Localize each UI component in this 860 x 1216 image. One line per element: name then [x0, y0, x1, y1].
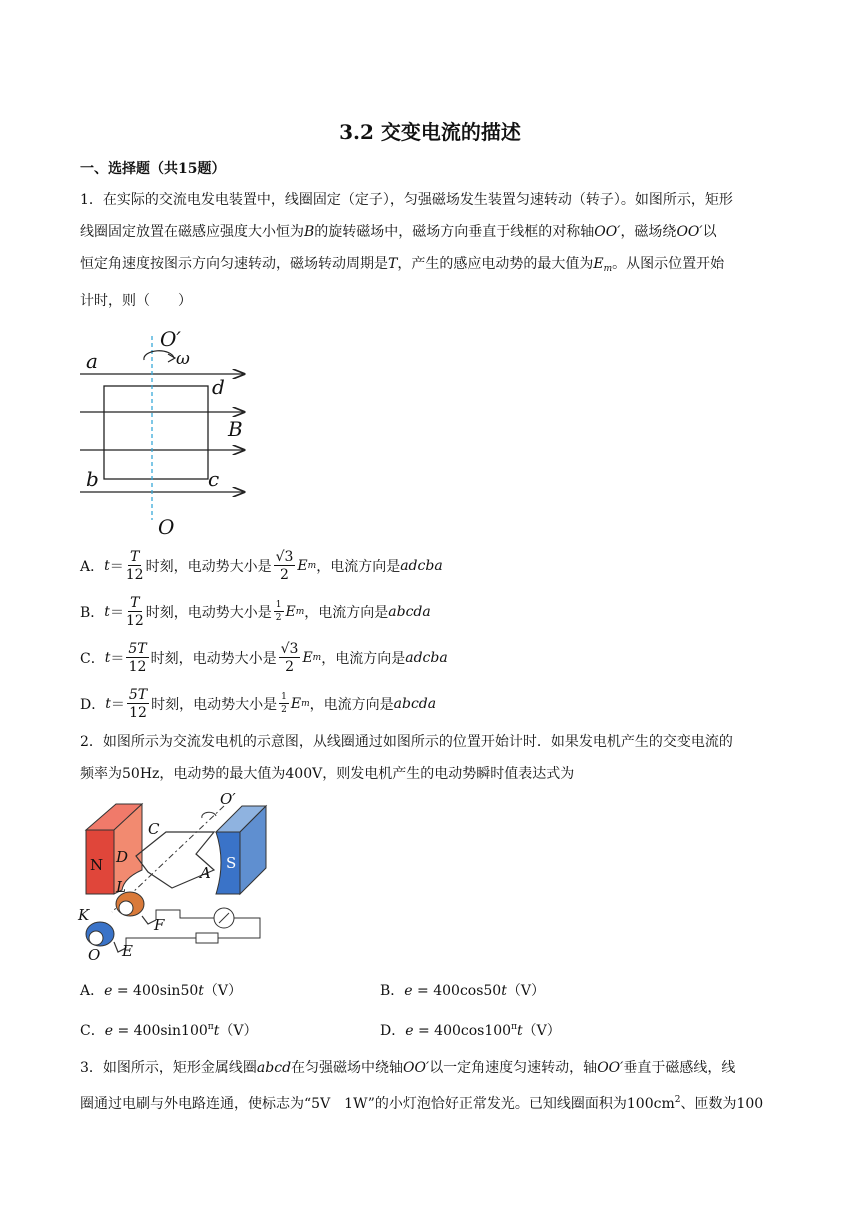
q1-option-a[interactable]: A． t ＝ $\frac{T}{12}$ 时刻，电动势大小是 $\frac{√3}{2}$ E m ，电流方向是 adcba	[80, 549, 443, 583]
label-b-field: B	[228, 417, 243, 441]
q2-line-1: 2．如图所示为交流发电机的示意图，从线圈通过如图所示的位置开始计时．如果发电机产生的交变电流的	[80, 734, 733, 750]
label-f: F	[154, 916, 165, 934]
label-s: S	[226, 854, 237, 872]
q3-line-2: 圈通过电刷与外电路连通，使标志为“5V 1W”的小灯泡恰好正常发光。已知线圈面积为$100cm^2$、匝数为100	[80, 1095, 764, 1112]
q1-option-b[interactable]: B． t ＝ $\frac{T}{12}$ 时刻，电动势大小是 $\frac{1}{2}$ E m ，电流方向是 abcda	[80, 595, 431, 629]
resistor	[196, 933, 218, 943]
label-o-prime: O′	[160, 327, 181, 351]
q2-option-d[interactable]: D．$e = 400\cos 100^\pi t(V)$	[380, 1022, 561, 1039]
q2-option-b[interactable]: B．e = 400cos50t（V）	[380, 983, 545, 999]
question-1-text	[80, 184, 784, 317]
q1-option-c[interactable]: C． t ＝ $\frac{5T}{12}$ 时刻，电动势大小是 $\frac{√3}{2}$ E m ，电流方向是 adcba	[80, 641, 448, 675]
q3-line-1: 3．如图所示，矩形金属线圈abcd在匀强磁场中绕轴OO′以一定角速度匀速转动，轴OO′垂直于磁感线，线	[80, 1060, 736, 1076]
label-e: E	[122, 942, 133, 960]
label-a: a	[86, 349, 98, 373]
section-header: 一、选择题（共15题）	[80, 161, 226, 177]
label-n: N	[90, 856, 104, 874]
label-o-prime: O′	[220, 792, 236, 808]
generator-figure	[76, 792, 276, 964]
question-3-text	[80, 1052, 784, 1120]
label-b: b	[86, 467, 99, 491]
label-l: L	[116, 878, 126, 896]
q1-option-d[interactable]: D． t ＝ $\frac{5T}{12}$ 时刻，电动势大小是 $\frac{1}{2}$ E m ，电流方向是 abcda	[80, 687, 437, 721]
label-c: c	[208, 467, 220, 491]
q1-line-3: 恒定角速度按图示方向匀速转动，磁场转动周期是T，产生的感应电动势的最大值为$E_m$。从图示位置开始	[80, 256, 725, 274]
page-title: 3.2 交变电流的描述	[339, 120, 521, 144]
label-a: A	[200, 864, 211, 882]
label-k: K	[78, 906, 90, 924]
coil-frame	[104, 386, 208, 479]
q1-line-4: 计时，则（ ）	[80, 293, 192, 309]
label-omega: ω	[176, 349, 190, 369]
q2-option-a[interactable]: A．e = 400sin50t（V）	[80, 983, 243, 999]
label-d: d	[212, 375, 225, 399]
label-d: D	[116, 848, 129, 866]
q2-line-2: 频率为50Hz，电动势的最大值为400V，则发电机产生的电动势瞬时值表达式为	[80, 766, 575, 782]
q1-line-2: 线圈固定放置在磁感应强度大小恒为B的旋转磁场中，磁场方向垂直于线框的对称轴OO′，磁场绕OO′以	[80, 224, 717, 240]
rotating-field-figure	[78, 322, 268, 542]
question-2-text	[80, 726, 784, 790]
q2-option-c[interactable]: C．$e = 400\sin 100^\pi t(V)$	[80, 1022, 258, 1039]
label-c: C	[148, 820, 160, 838]
label-o: O	[88, 946, 101, 964]
q1-line-1: 1．在实际的交流电发电装置中，线圈固定（定子），匀强磁场发生装置匀速转动（转子）。如图所示，矩形	[80, 192, 733, 208]
label-o: O	[158, 515, 175, 539]
